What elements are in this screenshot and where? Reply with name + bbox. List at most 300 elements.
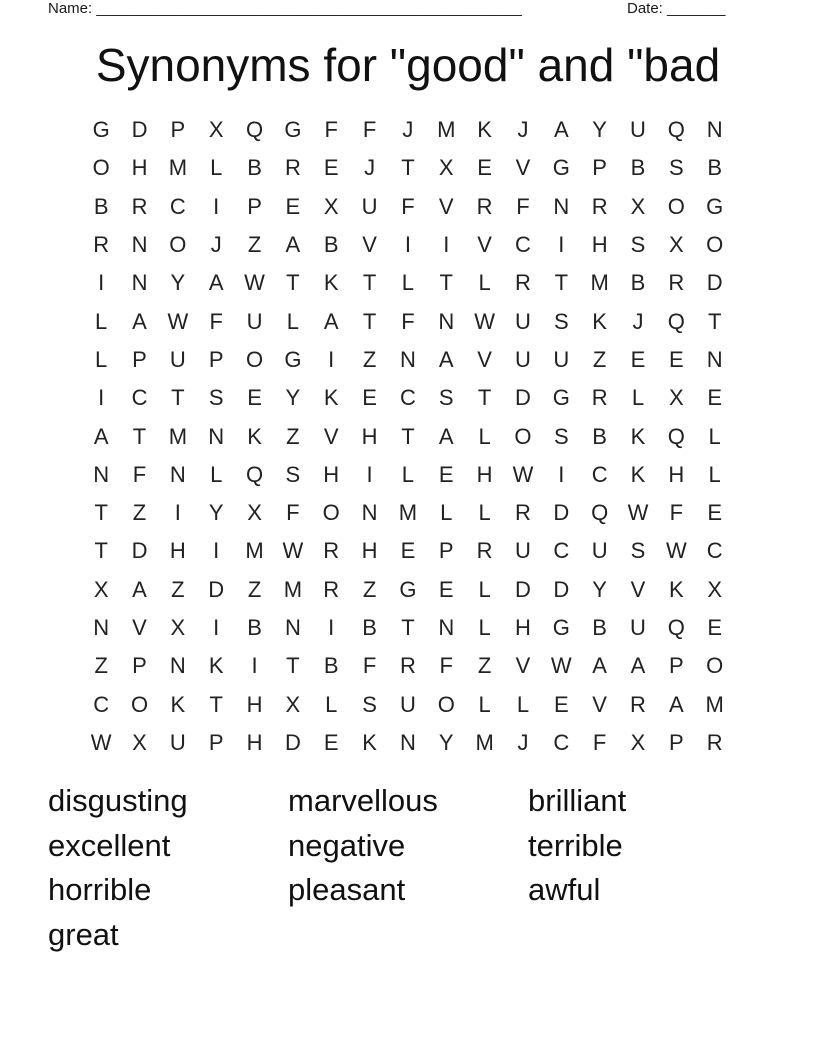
grid-letter: M <box>590 270 609 296</box>
grid-letter: F <box>132 461 147 487</box>
grid-letter: X <box>170 615 186 640</box>
grid-letter: U <box>361 193 378 219</box>
grid-letter: Y <box>592 576 607 602</box>
grid-letter: M <box>168 423 188 449</box>
grid-letter: I <box>213 538 220 564</box>
grid-letter: S <box>362 691 377 717</box>
grid-letter: A <box>285 232 301 258</box>
grid-letter: T <box>477 385 492 411</box>
grid-letter: J <box>517 117 529 143</box>
grid-letter: B <box>592 615 607 640</box>
word-bank-item: terrible <box>528 827 623 863</box>
grid-letter: R <box>591 193 608 219</box>
grid-letter: U <box>399 691 416 717</box>
grid-letter: Q <box>667 615 685 640</box>
grid-letter: L <box>478 615 491 640</box>
grid-letter: L <box>286 308 300 334</box>
grid-letter: L <box>478 423 491 449</box>
grid-letter: D <box>553 500 570 526</box>
grid-row <box>82 341 734 379</box>
grid-letter: U <box>246 308 263 334</box>
grid-row <box>82 226 734 264</box>
grid-letter: A <box>438 346 454 372</box>
grid-row <box>82 264 734 302</box>
grid-letter: X <box>208 117 224 143</box>
grid-letter: F <box>516 193 530 219</box>
grid-letter: V <box>515 653 531 679</box>
grid-letter: M <box>475 729 494 755</box>
grid-letter: V <box>477 346 492 372</box>
grid-letter: B <box>362 615 377 640</box>
grid-letter: K <box>630 461 646 487</box>
grid-letter: B <box>630 270 646 296</box>
grid-letter: C <box>553 538 570 564</box>
grid-letter: X <box>668 385 684 411</box>
grid-letter: A <box>553 117 569 143</box>
grid-letter: T <box>209 691 223 717</box>
grid-letter: H <box>361 423 378 449</box>
grid-letter: X <box>707 576 723 602</box>
grid-letter: C <box>553 729 570 755</box>
grid-letter: Y <box>285 385 301 411</box>
grid-letter: A <box>208 270 224 296</box>
grid-letter: D <box>131 538 148 564</box>
grid-letter: X <box>630 729 646 755</box>
grid-letter: K <box>208 653 224 679</box>
grid-letter: R <box>131 193 148 219</box>
grid-letter: W <box>167 308 189 334</box>
grid-letter: J <box>402 117 414 143</box>
grid-letter: A <box>630 653 646 679</box>
grid-letter: Z <box>477 653 492 679</box>
grid-row <box>82 456 734 494</box>
grid-letter: X <box>93 576 109 602</box>
grid-letter: G <box>399 576 417 602</box>
grid-letter: L <box>478 270 491 296</box>
grid-letter: U <box>553 346 570 372</box>
grid-letter: T <box>286 653 300 679</box>
grid-letter: W <box>627 500 649 526</box>
grid-letter: H <box>169 538 186 564</box>
grid-letter: F <box>324 117 338 143</box>
grid-letter: J <box>632 308 644 334</box>
grid-letter: E <box>323 729 339 755</box>
grid-letter: T <box>286 270 300 296</box>
grid-letter: T <box>362 308 377 334</box>
grid-letter: H <box>323 461 340 487</box>
word-bank-item: great <box>48 917 119 953</box>
grid-letter: G <box>706 193 724 219</box>
grid-letter: U <box>515 538 531 564</box>
grid-letter: H <box>131 155 148 181</box>
grid-row <box>82 647 734 685</box>
grid-letter: S <box>553 423 569 449</box>
grid-letter: Y <box>170 270 186 296</box>
grid-letter: N <box>169 461 186 487</box>
grid-letter: K <box>323 270 339 296</box>
grid-letter: H <box>246 729 263 755</box>
grid-letter: J <box>517 729 529 755</box>
grid-letter: N <box>93 615 110 640</box>
grid-letter: V <box>630 576 646 602</box>
grid-letter: E <box>707 615 723 640</box>
grid-letter: R <box>476 538 493 564</box>
grid-letter: K <box>630 423 646 449</box>
grid-letter: N <box>553 193 570 219</box>
grid-letter: R <box>323 576 340 602</box>
grid-row <box>82 724 734 762</box>
grid-letter: N <box>399 346 416 372</box>
grid-letter: N <box>208 423 225 449</box>
grid-letter: Q <box>245 461 264 487</box>
grid-letter: M <box>705 691 724 717</box>
grid-letter: T <box>362 270 377 296</box>
grid-letter: I <box>558 232 565 258</box>
grid-letter: B <box>93 193 109 219</box>
grid-letter: N <box>131 232 148 258</box>
grid-letter: D <box>706 270 723 296</box>
grid-letter: Z <box>247 232 262 258</box>
grid-letter: G <box>284 346 302 372</box>
grid-letter: K <box>668 576 684 602</box>
grid-letter: Z <box>171 576 185 602</box>
grid-letter: T <box>439 270 453 296</box>
grid-letter: E <box>668 346 684 372</box>
grid-letter: K <box>477 117 492 143</box>
grid-letter: E <box>438 576 454 602</box>
grid-letter: L <box>210 461 223 487</box>
grid-letter: P <box>668 729 684 755</box>
grid-letter: A <box>93 423 109 449</box>
grid-letter: X <box>630 193 646 219</box>
grid-letter: I <box>213 193 220 219</box>
grid-letter: N <box>706 117 723 143</box>
grid-letter: J <box>210 232 222 258</box>
grid-letter: X <box>285 691 301 717</box>
grid-letter: E <box>477 155 492 181</box>
grid-letter: O <box>706 653 724 679</box>
grid-letter: Q <box>667 117 685 143</box>
grid-letter: W <box>665 538 687 564</box>
grid-letter: L <box>478 576 491 602</box>
grid-letter: R <box>515 500 531 526</box>
grid-letter: P <box>132 653 147 679</box>
grid-letter: M <box>437 117 456 143</box>
word-bank-item: disgusting <box>48 783 188 818</box>
grid-letter: X <box>323 193 339 219</box>
grid-letter: H <box>668 461 685 487</box>
grid-letter: L <box>440 500 453 526</box>
grid-letter: G <box>552 155 570 181</box>
grid-letter: B <box>707 155 723 181</box>
word-bank <box>48 781 768 960</box>
grid-letter: B <box>630 155 646 181</box>
grid-letter: V <box>438 193 454 219</box>
grid-letter: B <box>247 155 262 181</box>
grid-letter: F <box>401 193 415 219</box>
grid-letter: U <box>515 308 531 334</box>
grid-row <box>82 188 734 226</box>
grid-letter: K <box>592 308 607 334</box>
grid-letter: L <box>478 500 491 526</box>
grid-letter: B <box>247 615 262 640</box>
grid-row <box>82 379 734 417</box>
grid-letter: X <box>438 155 454 181</box>
grid-letter: L <box>516 691 530 717</box>
grid-letter: U <box>515 346 531 372</box>
letter-grid <box>82 111 734 762</box>
grid-letter: R <box>668 270 685 296</box>
grid-row <box>82 609 734 647</box>
grid-letter: K <box>362 729 377 755</box>
grid-letter: W <box>550 653 572 679</box>
grid-letter: E <box>553 691 569 717</box>
grid-letter: K <box>170 691 186 717</box>
grid-letter: P <box>438 538 454 564</box>
grid-letter: W <box>474 308 495 334</box>
grid-letter: N <box>131 270 148 296</box>
grid-letter: E <box>323 155 339 181</box>
grid-letter: C <box>131 385 148 411</box>
grid-letter: U <box>630 117 646 143</box>
grid-letter: I <box>366 461 373 487</box>
grid-letter: K <box>323 385 339 411</box>
grid-letter: F <box>592 729 607 755</box>
grid-letter: E <box>438 461 454 487</box>
grid-letter: A <box>592 653 607 679</box>
grid-letter: N <box>361 500 378 526</box>
grid-letter: D <box>515 576 531 602</box>
grid-letter: P <box>592 155 607 181</box>
grid-letter: V <box>132 615 147 640</box>
grid-letter: R <box>476 193 493 219</box>
grid-letter: M <box>283 576 303 602</box>
word-bank-item: negative <box>288 827 406 863</box>
grid-letter: V <box>477 232 492 258</box>
grid-letter: S <box>553 308 569 334</box>
grid-letter: O <box>322 500 340 526</box>
grid-letter: L <box>210 155 223 181</box>
word-bank-item: brilliant <box>528 783 627 818</box>
grid-letter: J <box>364 155 376 181</box>
grid-letter: X <box>247 500 262 526</box>
grid-letter: A <box>132 576 147 602</box>
grid-letter: P <box>208 346 224 372</box>
grid-letter: D <box>284 729 301 755</box>
grid-letter: R <box>591 385 608 411</box>
grid-letter: B <box>323 653 339 679</box>
grid-letter: Q <box>591 500 609 526</box>
name-field-label: Name: ___________________________________________________ <box>48 0 522 17</box>
grid-letter: M <box>245 538 264 564</box>
grid-letter: I <box>328 346 335 372</box>
grid-letter: T <box>401 423 415 449</box>
grid-letter: P <box>132 346 147 372</box>
grid-letter: R <box>515 270 531 296</box>
grid-letter: W <box>90 729 112 755</box>
grid-letter: P <box>208 729 224 755</box>
grid-letter: D <box>131 117 148 143</box>
grid-letter: F <box>439 653 453 679</box>
grid-letter: G <box>552 615 570 640</box>
date-field-label: Date: _______ <box>627 0 726 17</box>
grid-letter: M <box>398 500 418 526</box>
grid-letter: S <box>668 155 684 181</box>
grid-letter: E <box>707 385 723 411</box>
grid-letter: H <box>246 691 263 717</box>
grid-letter: T <box>132 423 147 449</box>
grid-letter: N <box>438 308 455 334</box>
grid-letter: H <box>361 538 378 564</box>
grid-letter: O <box>245 346 264 372</box>
grid-letter: U <box>169 729 186 755</box>
grid-letter: F <box>362 117 377 143</box>
grid-letter: C <box>591 461 608 487</box>
grid-letter: E <box>630 346 646 372</box>
grid-letter: I <box>213 615 220 640</box>
grid-letter: L <box>401 270 415 296</box>
grid-letter: U <box>630 615 646 640</box>
grid-letter: A <box>132 308 147 334</box>
grid-letter: Y <box>208 500 224 526</box>
grid-letter: B <box>592 423 607 449</box>
grid-letter: B <box>323 232 339 258</box>
grid-letter: S <box>438 385 454 411</box>
word-bank-item: marvellous <box>288 783 438 818</box>
grid-letter: R <box>399 653 416 679</box>
grid-letter: Z <box>286 423 300 449</box>
grid-letter: O <box>514 423 532 449</box>
grid-letter: F <box>209 308 223 334</box>
word-bank-item: excellent <box>48 827 171 863</box>
grid-letter: E <box>285 193 301 219</box>
word-bank-item: pleasant <box>288 872 406 908</box>
grid-letter: R <box>323 538 340 564</box>
grid-letter: L <box>95 308 108 334</box>
word-bank-item: horrible <box>48 872 152 908</box>
grid-letter: X <box>668 232 684 258</box>
grid-letter: N <box>93 461 110 487</box>
grid-letter: I <box>174 500 181 526</box>
grid-letter: E <box>400 538 416 564</box>
grid-letter: A <box>438 423 454 449</box>
grid-letter: C <box>515 232 531 258</box>
grid-letter: W <box>244 270 265 296</box>
grid-letter: L <box>325 691 338 717</box>
grid-letter: C <box>399 385 416 411</box>
grid-letter: G <box>92 117 110 143</box>
grid-letter: P <box>247 193 262 219</box>
grid-letter: O <box>706 232 724 258</box>
grid-letter: W <box>512 461 534 487</box>
grid-row <box>82 111 734 149</box>
grid-letter: R <box>93 232 110 258</box>
grid-letter: L <box>708 423 721 449</box>
grid-letter: Q <box>667 423 685 449</box>
grid-letter: H <box>515 615 531 640</box>
grid-letter: F <box>362 653 377 679</box>
grid-letter: C <box>706 538 723 564</box>
grid-letter: V <box>515 155 531 181</box>
grid-letter: E <box>707 500 723 526</box>
grid-letter: H <box>591 232 608 258</box>
grid-letter: C <box>93 691 110 717</box>
grid-row <box>82 571 734 609</box>
grid-letter: T <box>554 270 569 296</box>
grid-letter: S <box>630 538 646 564</box>
grid-letter: F <box>401 308 415 334</box>
grid-letter: T <box>171 385 185 411</box>
grid-letter: V <box>592 691 607 717</box>
grid-row <box>82 149 734 187</box>
grid-letter: G <box>284 117 302 143</box>
grid-letter: S <box>630 232 646 258</box>
grid-letter: O <box>92 155 110 181</box>
grid-letter: N <box>284 615 301 640</box>
grid-letter: S <box>285 461 301 487</box>
grid-row <box>82 302 734 340</box>
grid-letter: T <box>707 308 722 334</box>
grid-letter: W <box>282 538 304 564</box>
grid-letter: Z <box>132 500 147 526</box>
grid-letter: N <box>399 729 416 755</box>
grid-letter: E <box>362 385 377 411</box>
grid-letter: Y <box>438 729 454 755</box>
grid-letter: Q <box>667 308 685 334</box>
grid-letter: Z <box>247 576 262 602</box>
grid-letter: O <box>667 193 685 219</box>
grid-letter: N <box>438 615 455 640</box>
grid-letter: I <box>558 461 565 487</box>
grid-letter: H <box>476 461 493 487</box>
grid-letter: D <box>553 576 570 602</box>
grid-letter: O <box>130 691 149 717</box>
grid-letter: Z <box>362 346 377 372</box>
grid-letter: L <box>631 385 645 411</box>
grid-letter: T <box>94 538 108 564</box>
grid-letter: P <box>668 653 684 679</box>
grid-letter: C <box>169 193 186 219</box>
grid-letter: E <box>247 385 262 411</box>
grid-letter: G <box>552 385 570 411</box>
grid-row <box>82 532 734 570</box>
grid-letter: O <box>169 232 187 258</box>
grid-letter: Z <box>592 346 607 372</box>
grid-letter: U <box>591 538 608 564</box>
grid-letter: Q <box>245 117 264 143</box>
grid-letter: M <box>168 155 188 181</box>
grid-letter: P <box>170 117 186 143</box>
grid-letter: D <box>208 576 225 602</box>
grid-letter: N <box>169 653 186 679</box>
grid-letter: Y <box>592 117 607 143</box>
grid-letter: L <box>478 691 491 717</box>
grid-letter: T <box>401 155 415 181</box>
grid-letter: I <box>443 232 450 258</box>
grid-row <box>82 417 734 455</box>
grid-letter: N <box>706 346 723 372</box>
grid-row <box>82 685 734 723</box>
grid-letter: I <box>328 615 335 640</box>
grid-letter: D <box>515 385 531 411</box>
grid-letter: V <box>323 423 339 449</box>
grid-letter: L <box>401 461 415 487</box>
grid-letter: I <box>98 270 105 296</box>
grid-letter: X <box>132 729 147 755</box>
grid-letter: I <box>404 232 411 258</box>
grid-letter: T <box>94 500 108 526</box>
grid-letter: I <box>251 653 258 679</box>
